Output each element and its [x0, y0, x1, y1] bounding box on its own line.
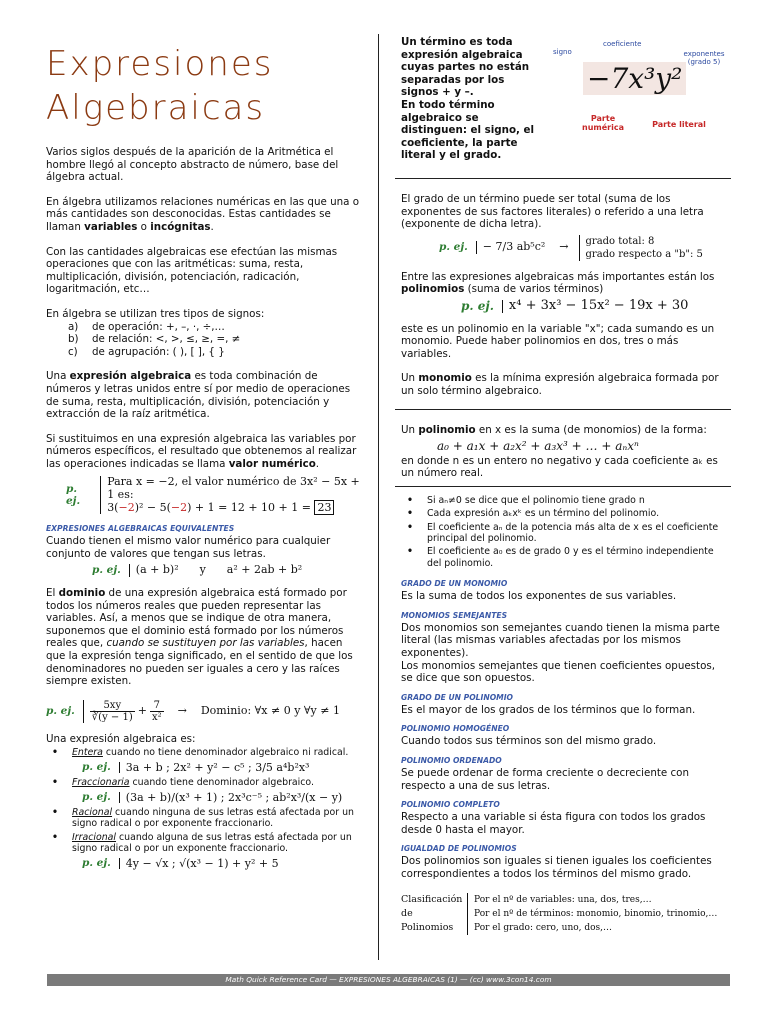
divider [395, 178, 731, 179]
example-polinomio: p. ej. x⁴ + 3x³ − 15x² − 19x + 30 [461, 297, 689, 313]
example-valor-numerico: p. ej. Para x = −2, el valor numérico de 3x² − 5x + 1 es: 3(−2)² − 5(−2) + 1 = 12 + 10 + 1 = 23 [46, 476, 364, 514]
variables-paragraph: En álgebra utilizamos relaciones numéricas en las que una o más cantidades son desconocidas. Estas cantidades se llaman variables o incógnitas. [46, 195, 360, 233]
tipos-list [46, 747, 364, 869]
clasificacion-polinomios: Clasificación de Polinomios Por el nº de variables: una, dos, tres,… Por el nº de términos: monomio, binomio, trinomio,… Por el grado: cero, uno, dos,… [401, 893, 718, 933]
parte-numerica-label: Parte numérica [582, 114, 624, 132]
section-heading: POLINOMIO ORDENADO [401, 756, 502, 766]
polinomio-def-cont: en donde n es un entero no negativo y cada coeficiente aₖ es un número real. [401, 454, 718, 480]
list-item: • Si aₙ≠0 se dice que el polinomio tiene grado n [401, 495, 725, 506]
section-text: Dos polinomios son iguales si tienen iguales los coeficientes correspondientes a todos los términos del mismo grado. [401, 855, 712, 880]
section-heading: IGUALDAD DE POLINOMIOS [401, 844, 517, 854]
section-text: Es el mayor de los grados de los términos que lo forman. [401, 703, 696, 716]
page-title: Expresiones Algebraicas [46, 44, 274, 128]
expresion-algebraica-def: Una expresión algebraica es toda combinación de números y letras unidos entre sí por medio de operaciones de suma, resta, multiplicación, división, potenciación y extracción de la raíz aritmética. [46, 370, 351, 421]
equiv-text: Cuando tienen el mismo valor numérico para cualquier conjunto de valores que tengan sus letras. [46, 535, 331, 560]
section-text: Dos monomios son semejantes cuando tienen la misma parte literal (las mismas variables afectadas por los mismos exponentes). Los monomios semejantes que tienen coeficientes opuestos, se dice que son opuestos. [401, 621, 720, 685]
valor-numerico-def: Si sustituimos en una expresión algebraica las variables por números específicos, el resultado que obtenemos al realizar las operaciones indicadas se llama valor numérico. [46, 432, 357, 470]
list-item: • Cada expresión aₖxᵏ es un término del polinomio. [401, 508, 725, 519]
polinomio-formula: a₀ + a₁x + a₂x² + a₃x³ + … + aₙxⁿ [437, 439, 639, 454]
column-divider [378, 34, 379, 960]
grado-def: El grado de un término puede ser total (suma de los exponentes de sus factores literales) o referido a una letra (exponente de dicha letra). [401, 192, 704, 231]
list-item: • El coeficiente a₀ es de grado 0 y es el término independiente del polinomio. [401, 546, 725, 569]
list-item: • Racional cuando ninguna de sus letras está afectada por un signo radical o por exponente fraccionario. [46, 807, 364, 830]
section-heading: EXPRESIONES ALGEBRAICAS EQUIVALENTES [46, 524, 235, 534]
list-item: • Irracional cuando alguna de sus letras está afectada por un signo radical o por un exponente fraccionario. p. ej. 4y − √x ; √(x³ − 1) + y² + 5 [46, 832, 364, 869]
signs-intro: En álgebra se utilizan tres tipos de signos: [46, 307, 265, 320]
divider [395, 409, 731, 410]
dominio-def: El dominio de una expresión algebraica está formado por todos los números reales que pueden representar las variables. Así, a menos que se indique de otra manera, suponemos que el dominio está formado por los números reales que, cuando se sustituyen por las variables, hacen que la expresión tenga significado, en el sentido de que los denominadores no pueden ser iguales a cero y las raíces siempre existen. [46, 587, 353, 688]
polinomio-def: Un polinomio en x es la suma (de monomios) de la forma: [401, 424, 707, 437]
list-item: • Fraccionaria cuando tiene denominador algebraico. p. ej. (3a + b)/(x³ + 1) ; 2x³c⁻⁵ ; ab²x³/(x − y) [46, 777, 364, 803]
list-item: a) de operación: +, –, ·, ÷,… [68, 320, 225, 333]
divider [395, 486, 731, 487]
section-heading: POLINOMIO HOMOGÉNEO [401, 724, 510, 734]
signs-list [46, 321, 364, 359]
example-grado: p. ej. − 7/3 ab⁵c² → grado total: 8 grado respecto a "b": 5 [439, 235, 703, 260]
example-equivalentes: p. ej. (a + b)² y a² + 2ab + b² [92, 563, 303, 577]
list-item: c) de agrupación: ( ), [ ], { } [68, 345, 225, 358]
parte-literal-label: Parte literal [652, 120, 706, 129]
list-item: b) de relación: <, >, ≤, ≥, =, ≠ [68, 333, 241, 346]
termino-diagram [551, 38, 731, 138]
polinomio-variable-text: este es un polinomio en la variable "x"; cada sumando es un monomio. Puede haber polinomios en dos, tres o más variables. [401, 322, 715, 360]
exponentes-label: exponentes (grado 5) [683, 50, 725, 66]
right-column [401, 36, 725, 935]
tipos-intro: Una expresión algebraica es: [46, 732, 196, 745]
list-item: • Entera cuando no tiene denominador algebraico ni radical. p. ej. 3a + b ; 2x² + y² − c⁵ ; 3/5 a⁴b²x³ [46, 747, 364, 773]
monomio-example: −7x³y² [583, 62, 686, 95]
section-heading: GRADO DE UN POLINOMIO [401, 692, 513, 702]
intro-paragraph: Varios siglos después de la aparición de la Aritmética el hombre llegó al concepto abstracto de número, base del álgebra actual. [46, 146, 339, 184]
sections [401, 579, 725, 880]
polinomio-properties [401, 495, 725, 569]
section-text: Se puede ordenar de forma creciente o decreciente con respecto a una de sus letras. [401, 767, 689, 792]
section-heading: POLINOMIO COMPLETO [401, 800, 500, 810]
polinomios-intro: Entre las expresiones algebraicas más importantes están los polinomios (suma de varios términos) [401, 270, 715, 296]
coeficiente-label: coeficiente [603, 40, 642, 48]
footer-bar: Math Quick Reference Card — EXPRESIONES ALGEBRAICAS (1) — (cc) www.3con14.com [47, 974, 730, 986]
signo-label: signo [553, 48, 572, 56]
termino-def: Un término es toda expresión algebraica cuyas partes no están separadas por los signos + y –. En todo término algebraico se distinguen: el signo, el coeficiente, la parte literal y el grado. [401, 36, 535, 162]
section-text: Es la suma de todos los exponentes de sus variables. [401, 590, 677, 603]
example-dominio: p. ej. $\frac{5xy}{∛(y - 1)}$ + $\frac{7}{\text{x²}}$ → Dominio: ∀x ≠ 0 y ∀y ≠ 1 [46, 699, 340, 723]
monomio-def: Un monomio es la mínima expresión algebraica formada por un solo término algebraico. [401, 372, 719, 397]
section-heading: GRADO DE UN MONOMIO [401, 579, 508, 589]
list-item: • El coeficiente aₙ de la potencia más alta de x es el coeficiente principal del polinomio. [401, 522, 725, 545]
left-column [46, 28, 364, 871]
section-heading: MONOMIOS SEMEJANTES [401, 610, 508, 620]
result-box: 23 [314, 500, 334, 515]
section-text: Cuando todos sus términos son del mismo grado. [401, 735, 657, 748]
section-text: Respecto a una variable si ésta figura con todos los grados desde 0 hasta el mayor. [401, 811, 706, 836]
operations-paragraph: Con las cantidades algebraicas ese efectúan las mismas operaciones que con las aritméticas: suma, resta, multiplicación, división, potenciación, radicación, logaritmación, etc… [46, 245, 338, 296]
